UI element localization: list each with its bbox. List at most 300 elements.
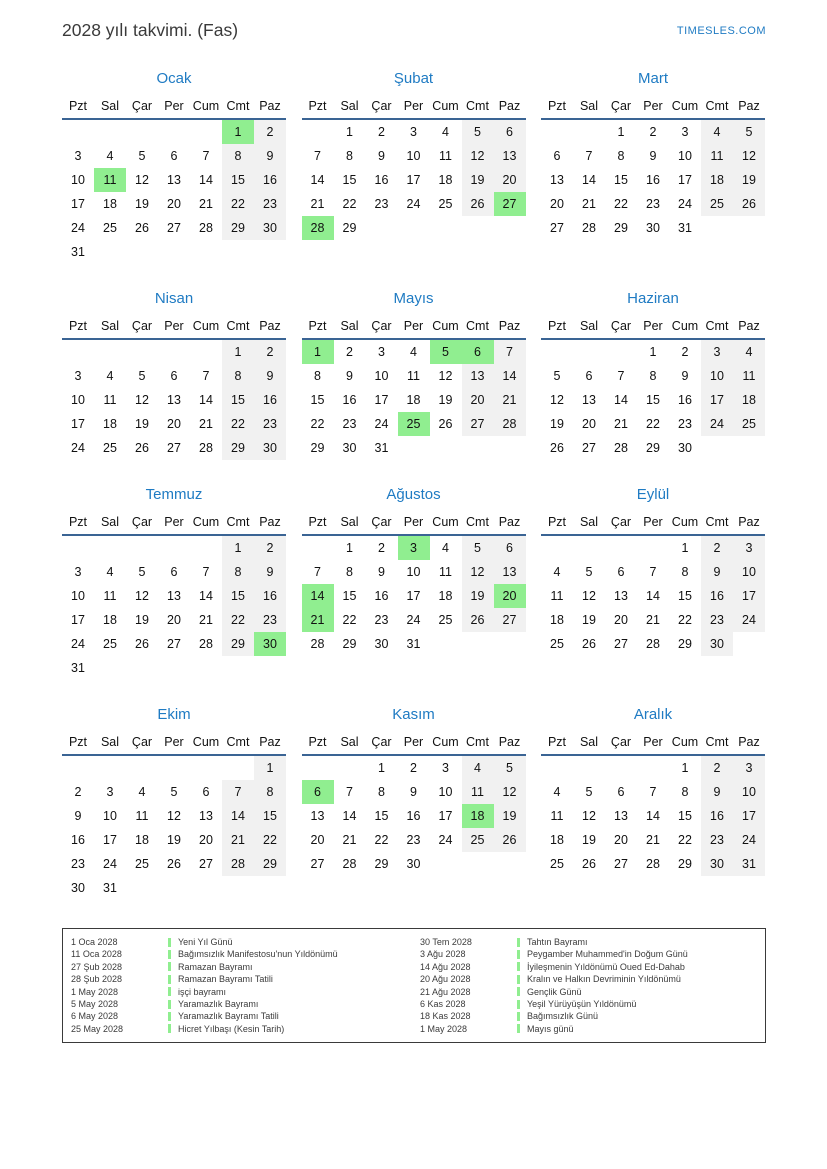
week-row bbox=[541, 608, 765, 632]
day-cell-empty bbox=[334, 756, 366, 780]
day-cell: 24 bbox=[71, 441, 85, 455]
day-cell: 5 bbox=[733, 120, 765, 144]
day-name-cell: Per bbox=[643, 515, 663, 529]
day-name-cell: Pzt bbox=[68, 319, 88, 333]
day-cell: 22 bbox=[646, 417, 660, 431]
day-cell-empty bbox=[302, 120, 334, 144]
day-cell: 11 bbox=[135, 809, 149, 823]
legend-date: 1 May 2028 bbox=[420, 1023, 468, 1034]
day-name-cell: Cmt bbox=[705, 99, 729, 113]
day-cell: 20 bbox=[614, 833, 628, 847]
day-cell: 6 bbox=[553, 149, 561, 163]
legend-row bbox=[420, 1010, 757, 1022]
day-cell: 14 bbox=[310, 173, 325, 187]
day-cell-empty bbox=[462, 632, 494, 656]
day-cell: 6 bbox=[494, 120, 526, 144]
month-calendar-2 bbox=[302, 70, 526, 240]
day-cell: 8 bbox=[222, 144, 254, 168]
week-row bbox=[541, 412, 765, 436]
day-cell: 7 bbox=[202, 369, 210, 383]
day-cell-empty bbox=[254, 876, 286, 900]
legend-row bbox=[71, 1010, 408, 1022]
day-cell: 23 bbox=[254, 412, 286, 436]
week-row bbox=[541, 780, 765, 804]
week-row bbox=[302, 340, 526, 364]
holiday-marker bbox=[517, 950, 520, 959]
day-name-cell: Sal bbox=[100, 515, 120, 529]
day-cell: 2 bbox=[701, 536, 733, 560]
day-cell: 17 bbox=[103, 833, 117, 847]
legend-date: 28 Şub 2028 bbox=[71, 974, 123, 985]
day-cell: 30 bbox=[254, 436, 286, 460]
day-cell: 19 bbox=[462, 168, 494, 192]
day-cell: 3 bbox=[442, 761, 449, 775]
day-cell: 26 bbox=[135, 221, 149, 235]
day-cell: 17 bbox=[71, 613, 85, 627]
day-name-cell: Sal bbox=[100, 319, 120, 333]
day-cell: 8 bbox=[649, 369, 657, 383]
week-row bbox=[302, 536, 526, 560]
day-cell: 20 bbox=[167, 417, 181, 431]
week-row bbox=[62, 216, 286, 240]
day-cell: 19 bbox=[462, 584, 494, 608]
day-cell: 17 bbox=[733, 584, 765, 608]
day-cell: 21 bbox=[614, 417, 628, 431]
day-cell: 8 bbox=[681, 785, 689, 799]
day-cell: 22 bbox=[222, 412, 254, 436]
holiday-marker bbox=[168, 1024, 171, 1033]
day-cell: 8 bbox=[617, 149, 625, 163]
holiday-marker bbox=[517, 1024, 520, 1033]
day-cell: 19 bbox=[733, 168, 765, 192]
day-name-cell: Sal bbox=[340, 99, 359, 113]
week-row bbox=[302, 192, 526, 216]
day-cell: 20 bbox=[614, 613, 628, 627]
day-cell: 15 bbox=[222, 168, 254, 192]
day-cell: 6 bbox=[617, 565, 625, 579]
day-name-cell: Per bbox=[164, 319, 184, 333]
week-row bbox=[541, 340, 765, 364]
day-name-cell: Cmt bbox=[226, 735, 250, 749]
day-cell: 18 bbox=[550, 833, 564, 847]
legend-row bbox=[71, 961, 408, 973]
day-name-row bbox=[302, 510, 526, 536]
day-cell: 3 bbox=[701, 340, 733, 364]
day-cell: 2 bbox=[681, 345, 689, 359]
day-cell: 1 bbox=[681, 761, 689, 775]
day-cell: 15 bbox=[310, 393, 325, 407]
day-cell: 22 bbox=[374, 833, 389, 847]
legend-date: 14 Ağu 2028 bbox=[420, 961, 471, 972]
day-name-cell: Cum bbox=[192, 515, 220, 529]
day-name-cell: Per bbox=[643, 99, 663, 113]
day-name-cell: Çar bbox=[610, 515, 632, 529]
week-row bbox=[302, 120, 526, 144]
day-cell: 5 bbox=[553, 369, 561, 383]
day-cell: 28 bbox=[614, 441, 628, 455]
day-cell: 27 bbox=[614, 637, 628, 651]
week-row bbox=[302, 584, 526, 608]
day-cell: 28 bbox=[646, 637, 660, 651]
week-row bbox=[541, 388, 765, 412]
week-row bbox=[302, 780, 526, 804]
day-cell: 18 bbox=[103, 613, 117, 627]
day-cell: 3 bbox=[74, 369, 82, 383]
day-cell: 17 bbox=[438, 809, 453, 823]
day-cell: 16 bbox=[701, 584, 733, 608]
legend-date: 3 Ağu 2028 bbox=[420, 949, 466, 960]
legend-holiday-name: Gençlik Günü bbox=[527, 986, 582, 997]
day-cell: 30 bbox=[701, 852, 733, 876]
month-title: Ekim bbox=[157, 706, 191, 723]
day-cell-empty bbox=[430, 852, 462, 876]
legend-date: 25 May 2028 bbox=[71, 1023, 124, 1034]
day-cell: 27 bbox=[310, 857, 325, 871]
day-cell-empty bbox=[302, 756, 334, 780]
day-cell: 7 bbox=[202, 565, 210, 579]
legend-row bbox=[420, 1023, 757, 1035]
week-row bbox=[62, 192, 286, 216]
day-cell: 31 bbox=[71, 661, 85, 675]
day-cell: 17 bbox=[374, 393, 389, 407]
day-cell: 11 bbox=[439, 149, 452, 163]
day-cell: 2 bbox=[649, 125, 657, 139]
legend-date: 18 Kas 2028 bbox=[420, 1011, 471, 1022]
day-cell: 23 bbox=[374, 613, 389, 627]
day-cell: 31 bbox=[678, 221, 692, 235]
site-link[interactable]: TIMESLES.COM bbox=[676, 25, 766, 37]
day-cell-empty bbox=[462, 852, 494, 876]
day-cell: 7 bbox=[649, 565, 657, 579]
day-cell: 10 bbox=[71, 173, 85, 187]
day-cell: 13 bbox=[310, 809, 325, 823]
legend-date: 20 Ağu 2028 bbox=[420, 974, 471, 985]
day-cell-holiday: 18 bbox=[462, 804, 494, 828]
month-calendar-9 bbox=[541, 486, 765, 656]
day-cell: 28 bbox=[199, 637, 213, 651]
day-cell: 24 bbox=[733, 608, 765, 632]
legend-holiday-name: Bağımsızlık Manifestosu'nun Yıldönümü bbox=[178, 949, 338, 960]
day-cell: 5 bbox=[138, 369, 146, 383]
day-cell: 29 bbox=[342, 221, 357, 235]
day-cell: 29 bbox=[646, 441, 660, 455]
day-cell: 16 bbox=[374, 589, 389, 603]
day-cell: 3 bbox=[106, 785, 114, 799]
day-cell: 25 bbox=[438, 613, 453, 627]
day-name-cell: Pzt bbox=[68, 99, 88, 113]
day-name-cell: Paz bbox=[738, 515, 760, 529]
week-row bbox=[541, 828, 765, 852]
day-cell: 4 bbox=[462, 756, 494, 780]
day-name-cell: Paz bbox=[498, 735, 521, 749]
day-cell: 16 bbox=[254, 388, 286, 412]
day-cell: 26 bbox=[494, 828, 526, 852]
day-cell: 12 bbox=[167, 809, 181, 823]
day-cell: 28 bbox=[222, 852, 254, 876]
week-row bbox=[541, 632, 765, 656]
week-row bbox=[302, 608, 526, 632]
legend-row bbox=[71, 973, 408, 985]
day-cell-empty bbox=[62, 120, 94, 144]
day-cell-empty bbox=[126, 656, 158, 680]
day-cell-empty bbox=[573, 756, 605, 780]
day-cell: 17 bbox=[733, 804, 765, 828]
legend-holiday-name: Yaramazlık Bayramı bbox=[178, 999, 259, 1010]
day-cell: 16 bbox=[678, 393, 692, 407]
week-row bbox=[302, 560, 526, 584]
day-cell-empty bbox=[733, 436, 765, 460]
day-cell: 19 bbox=[135, 417, 149, 431]
day-cell: 9 bbox=[701, 560, 733, 584]
day-cell: 18 bbox=[733, 388, 765, 412]
month-title: Ağustos bbox=[386, 486, 441, 503]
day-cell: 17 bbox=[71, 417, 85, 431]
day-cell: 24 bbox=[438, 833, 453, 847]
day-name-row bbox=[302, 94, 526, 120]
legend-row bbox=[420, 948, 757, 960]
day-cell: 5 bbox=[138, 149, 146, 163]
day-name-row bbox=[62, 730, 286, 756]
day-cell: 2 bbox=[254, 536, 286, 560]
day-cell: 3 bbox=[74, 149, 82, 163]
day-cell: 11 bbox=[701, 144, 733, 168]
week-row bbox=[62, 852, 286, 876]
legend-date: 21 Ağu 2028 bbox=[420, 986, 471, 997]
day-cell: 13 bbox=[494, 144, 526, 168]
day-cell-empty bbox=[94, 536, 126, 560]
day-cell: 31 bbox=[71, 245, 85, 259]
week-row bbox=[302, 364, 526, 388]
day-cell-empty bbox=[190, 756, 222, 780]
day-cell: 9 bbox=[378, 565, 385, 579]
month-title: Haziran bbox=[627, 290, 679, 307]
day-cell-empty bbox=[126, 756, 158, 780]
day-cell: 9 bbox=[649, 149, 657, 163]
day-cell: 10 bbox=[103, 809, 117, 823]
day-cell: 11 bbox=[550, 589, 564, 603]
day-name-cell: Sal bbox=[100, 735, 120, 749]
week-row bbox=[62, 536, 286, 560]
week-row bbox=[302, 828, 526, 852]
day-cell-empty bbox=[94, 120, 126, 144]
day-name-cell: Per bbox=[403, 735, 424, 749]
day-cell: 26 bbox=[550, 441, 564, 455]
month-calendar-1 bbox=[62, 70, 286, 264]
day-name-cell: Pzt bbox=[547, 515, 567, 529]
day-cell: 3 bbox=[410, 125, 417, 139]
day-cell: 27 bbox=[199, 857, 213, 871]
day-cell: 9 bbox=[681, 369, 689, 383]
day-cell: 14 bbox=[646, 589, 660, 603]
week-row bbox=[541, 584, 765, 608]
day-cell-empty bbox=[494, 632, 526, 656]
day-cell: 6 bbox=[202, 785, 210, 799]
day-name-row bbox=[541, 510, 765, 536]
day-name-cell: Paz bbox=[738, 735, 760, 749]
day-cell: 28 bbox=[582, 221, 596, 235]
day-name-row bbox=[302, 730, 526, 756]
day-cell: 21 bbox=[646, 613, 660, 627]
day-cell: 9 bbox=[378, 149, 385, 163]
day-cell: 25 bbox=[701, 192, 733, 216]
day-cell-empty bbox=[573, 120, 605, 144]
day-name-cell: Per bbox=[643, 319, 663, 333]
legend-date: 30 Tem 2028 bbox=[420, 937, 472, 947]
day-cell: 30 bbox=[646, 221, 660, 235]
day-cell-empty bbox=[62, 756, 94, 780]
day-cell-empty bbox=[541, 536, 573, 560]
day-cell: 15 bbox=[678, 809, 692, 823]
legend-row bbox=[71, 986, 408, 998]
week-row bbox=[541, 536, 765, 560]
day-cell: 16 bbox=[71, 833, 85, 847]
day-cell: 20 bbox=[582, 417, 596, 431]
day-name-cell: Cum bbox=[671, 515, 699, 529]
day-cell: 27 bbox=[167, 441, 181, 455]
day-name-cell: Pzt bbox=[308, 735, 327, 749]
day-cell-empty bbox=[366, 216, 398, 240]
day-cell-empty bbox=[158, 876, 190, 900]
legend-row bbox=[71, 948, 408, 960]
day-cell: 10 bbox=[406, 149, 421, 163]
day-cell: 27 bbox=[167, 221, 181, 235]
day-name-cell: Cum bbox=[671, 319, 699, 333]
day-cell-empty bbox=[126, 536, 158, 560]
day-cell-empty bbox=[158, 536, 190, 560]
day-cell-empty bbox=[494, 852, 526, 876]
day-cell: 16 bbox=[701, 804, 733, 828]
month-calendar-7 bbox=[62, 486, 286, 680]
legend-row bbox=[71, 1023, 408, 1035]
day-cell: 4 bbox=[106, 565, 114, 579]
legend-date: 27 Şub 2028 bbox=[71, 961, 123, 972]
day-cell: 27 bbox=[614, 857, 628, 871]
day-cell: 10 bbox=[733, 560, 765, 584]
day-cell: 5 bbox=[138, 565, 146, 579]
day-cell: 29 bbox=[222, 632, 254, 656]
legend-row bbox=[420, 986, 757, 998]
day-cell: 10 bbox=[678, 149, 692, 163]
day-cell: 5 bbox=[462, 120, 494, 144]
day-cell: 23 bbox=[342, 417, 357, 431]
day-cell: 18 bbox=[701, 168, 733, 192]
holiday-marker bbox=[517, 962, 520, 971]
day-name-cell: Cmt bbox=[466, 515, 489, 529]
day-cell: 24 bbox=[103, 857, 117, 871]
day-name-cell: Pzt bbox=[68, 515, 88, 529]
day-cell: 4 bbox=[106, 369, 114, 383]
day-name-cell: Paz bbox=[498, 99, 521, 113]
holiday-marker bbox=[517, 987, 520, 996]
day-name-cell: Cmt bbox=[226, 99, 250, 113]
day-cell: 1 bbox=[617, 125, 625, 139]
day-cell-empty bbox=[126, 876, 158, 900]
day-cell-holiday: 20 bbox=[494, 584, 526, 608]
day-cell: 2 bbox=[701, 756, 733, 780]
day-cell: 20 bbox=[310, 833, 325, 847]
day-cell-empty bbox=[94, 656, 126, 680]
day-cell: 5 bbox=[462, 536, 494, 560]
day-cell-empty bbox=[190, 340, 222, 364]
day-cell: 29 bbox=[374, 857, 389, 871]
day-cell-empty bbox=[733, 632, 765, 656]
day-cell: 31 bbox=[406, 637, 421, 651]
day-cell: 23 bbox=[678, 417, 692, 431]
day-name-cell: Cmt bbox=[705, 735, 729, 749]
day-cell: 20 bbox=[167, 197, 181, 211]
day-cell-empty bbox=[573, 340, 605, 364]
day-cell-empty bbox=[430, 216, 462, 240]
day-name-cell: Çar bbox=[371, 515, 392, 529]
month-calendar-4 bbox=[62, 290, 286, 460]
day-cell-empty bbox=[398, 436, 430, 460]
week-row bbox=[62, 876, 286, 900]
day-cell: 31 bbox=[733, 852, 765, 876]
day-cell-holiday: 5 bbox=[430, 340, 462, 364]
day-name-cell: Cum bbox=[192, 319, 220, 333]
day-cell: 29 bbox=[222, 216, 254, 240]
day-cell: 4 bbox=[701, 120, 733, 144]
day-cell: 12 bbox=[462, 560, 494, 584]
day-cell: 3 bbox=[74, 565, 82, 579]
day-cell: 19 bbox=[135, 197, 149, 211]
day-cell: 28 bbox=[199, 221, 213, 235]
week-row bbox=[302, 412, 526, 436]
day-name-cell: Cmt bbox=[226, 515, 250, 529]
week-row bbox=[541, 120, 765, 144]
legend-date: 11 Oca 2028 bbox=[71, 949, 122, 960]
day-cell: 19 bbox=[550, 417, 564, 431]
legend-row bbox=[420, 936, 757, 948]
day-cell-empty bbox=[430, 436, 462, 460]
day-cell: 9 bbox=[410, 785, 417, 799]
holiday-marker bbox=[517, 1012, 520, 1021]
day-cell-empty bbox=[190, 536, 222, 560]
day-cell: 15 bbox=[342, 173, 357, 187]
day-name-cell: Paz bbox=[498, 319, 521, 333]
day-cell: 8 bbox=[346, 149, 353, 163]
day-cell: 24 bbox=[678, 197, 692, 211]
day-cell: 2 bbox=[346, 345, 353, 359]
day-cell: 25 bbox=[103, 441, 117, 455]
day-cell: 29 bbox=[254, 852, 286, 876]
day-cell: 8 bbox=[222, 364, 254, 388]
legend-holiday-name: işçi bayramı bbox=[178, 986, 227, 997]
day-cell: 1 bbox=[649, 345, 657, 359]
week-row bbox=[541, 804, 765, 828]
day-cell: 4 bbox=[733, 340, 765, 364]
day-cell: 14 bbox=[342, 809, 357, 823]
day-name-cell: Çar bbox=[371, 99, 392, 113]
day-cell: 15 bbox=[222, 584, 254, 608]
week-row bbox=[62, 828, 286, 852]
day-cell: 10 bbox=[733, 780, 765, 804]
day-cell-empty bbox=[158, 240, 190, 264]
day-cell: 19 bbox=[582, 833, 596, 847]
day-cell: 26 bbox=[462, 608, 494, 632]
day-cell: 1 bbox=[346, 541, 353, 555]
month-title: Kasım bbox=[392, 706, 435, 723]
week-row bbox=[541, 192, 765, 216]
day-cell-empty bbox=[637, 536, 669, 560]
day-name-cell: Paz bbox=[259, 99, 281, 113]
day-cell: 10 bbox=[374, 369, 389, 383]
month-calendar-6 bbox=[541, 290, 765, 460]
day-cell: 28 bbox=[494, 412, 526, 436]
day-cell: 11 bbox=[439, 565, 452, 579]
day-name-row bbox=[302, 314, 526, 340]
day-name-cell: Çar bbox=[371, 735, 392, 749]
